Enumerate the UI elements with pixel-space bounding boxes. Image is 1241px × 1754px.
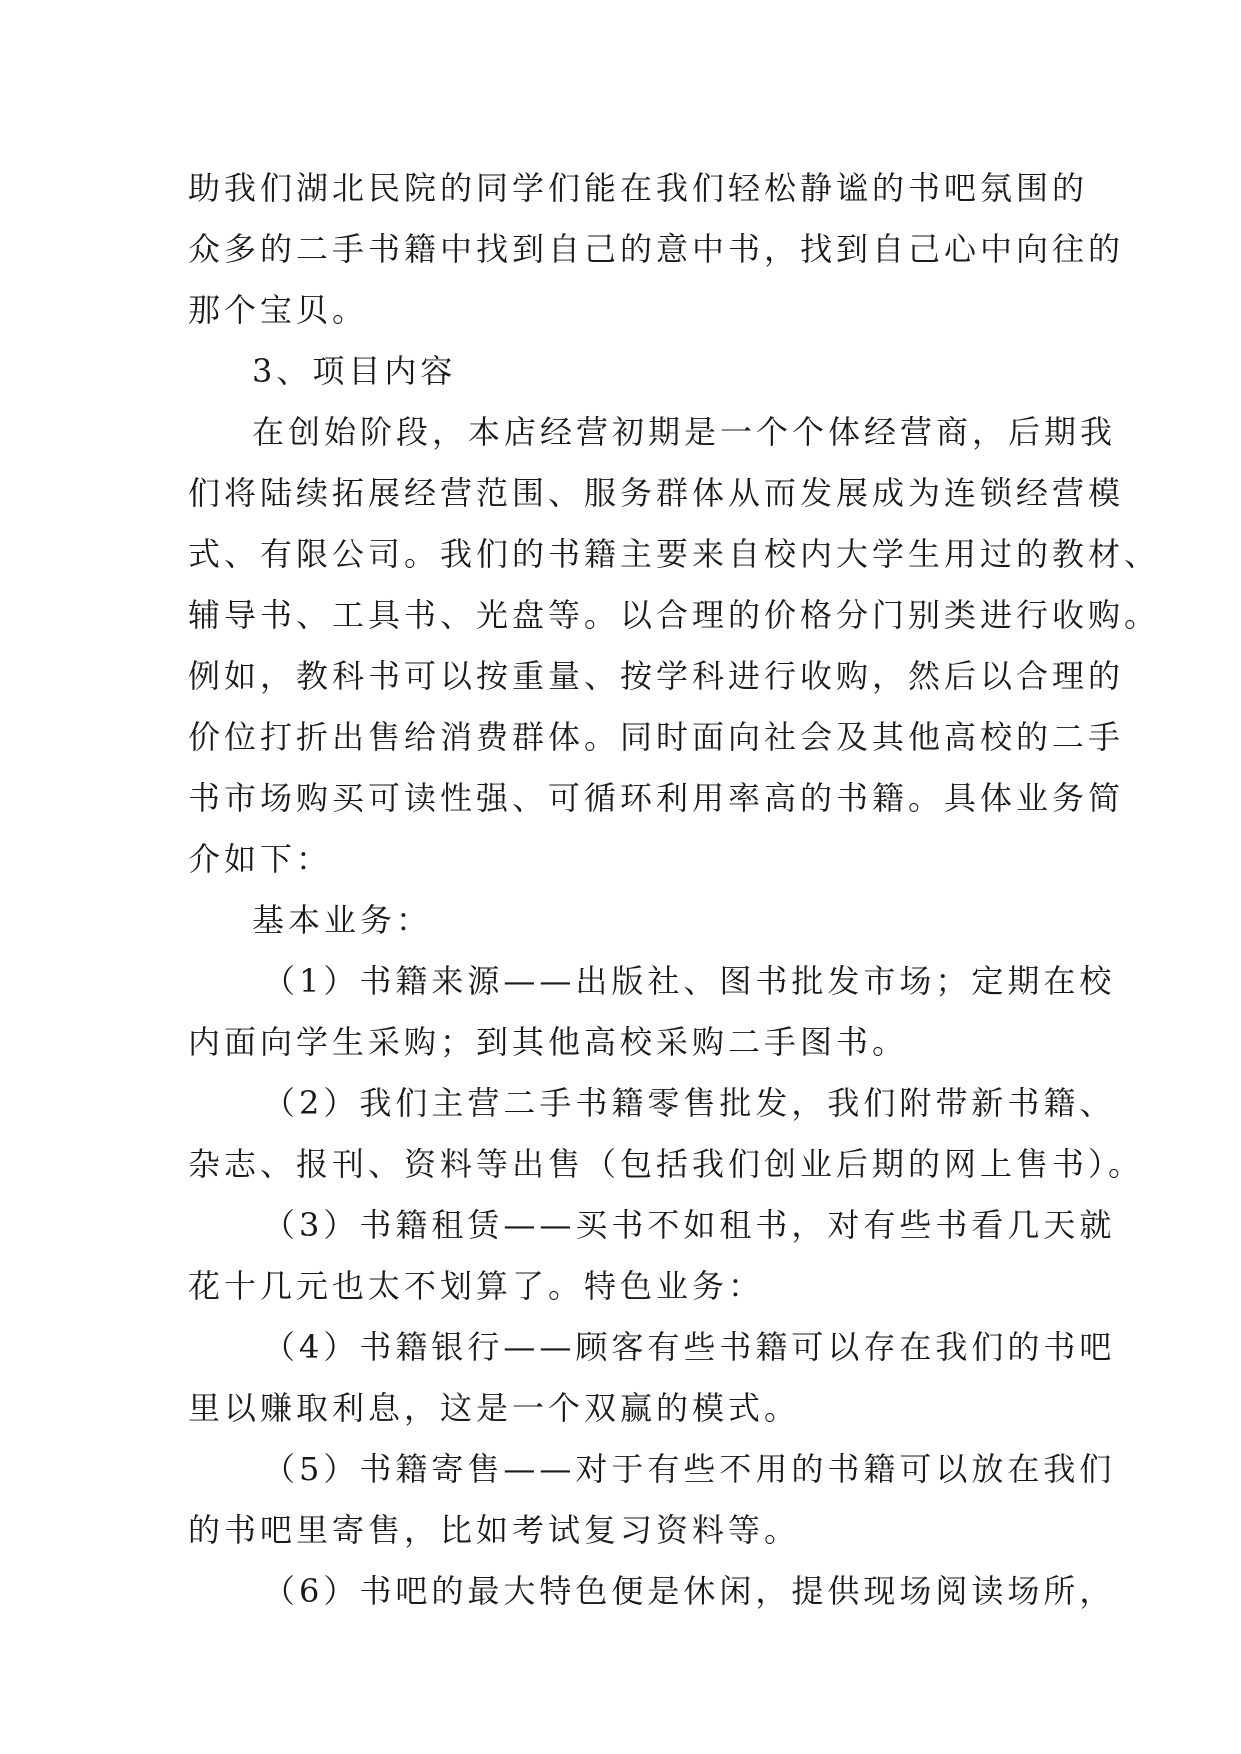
text-line: 介如下： (188, 840, 333, 878)
text-line: 例如，教科书可以按重量、按学科进行收购，然后以合理的 (188, 657, 1125, 695)
text-line: 内面向学生采购；到其他高校采购二手图书。 (188, 1023, 909, 1061)
text-line: 那个宝贝。 (188, 291, 369, 329)
list-item-2: （2）我们主营二手书籍零售批发，我们附带新书籍、 (263, 1084, 1116, 1122)
text-line: 式、有限公司。我们的书籍主要来自校内大学生用过的教材、 (188, 535, 1161, 573)
section-heading: 3、项目内容 (252, 352, 457, 390)
text-line: 在创始阶段，本店经营初期是一个个体经营商，后期我 (252, 413, 1117, 451)
document-body (188, 158, 1161, 1622)
list-item-4: （4）书籍银行——顾客有些书籍可以存在我们的书吧 (263, 1328, 1116, 1366)
list-item-3: （3）书籍租赁——买书不如租书，对有些书看几天就 (263, 1206, 1116, 1244)
text-line: 里以赚取利息，这是一个双赢的模式。 (188, 1389, 801, 1427)
text-line: 花十几元也太不划算了。特色业务： (188, 1267, 765, 1305)
text-line: 价位打折出售给消费群体。同时面向社会及其他高校的二手 (188, 718, 1125, 756)
text-line: 助我们湖北民院的同学们能在我们轻松静谧的书吧氛围的 (188, 169, 1089, 207)
text-line: 杂志、报刊、资料等出售（包括我们创业后期的网上售书）。 (188, 1145, 1145, 1183)
list-item-5: （5）书籍寄售——对于有些不用的书籍可以放在我们 (263, 1450, 1116, 1488)
text-line: 众多的二手书籍中找到自己的意中书，找到自己心中向往的 (188, 230, 1125, 268)
text-line: 辅导书、工具书、光盘等。以合理的价格分门别类进行收购。 (188, 596, 1161, 634)
text-line: 的书吧里寄售，比如考试复习资料等。 (188, 1511, 801, 1549)
list-item-6: （6）书吧的最大特色便是休闲，提供现场阅读场所， (263, 1572, 1116, 1610)
subheading: 基本业务： (252, 901, 433, 939)
text-line: 们将陆续拓展经营范围、服务群体从而发展成为连锁经营模 (188, 474, 1125, 512)
text-line: 书市场购买可读性强、可循环利用率高的书籍。具体业务简 (188, 779, 1125, 817)
list-item-1: （1）书籍来源——出版社、图书批发市场；定期在校 (263, 962, 1116, 1000)
